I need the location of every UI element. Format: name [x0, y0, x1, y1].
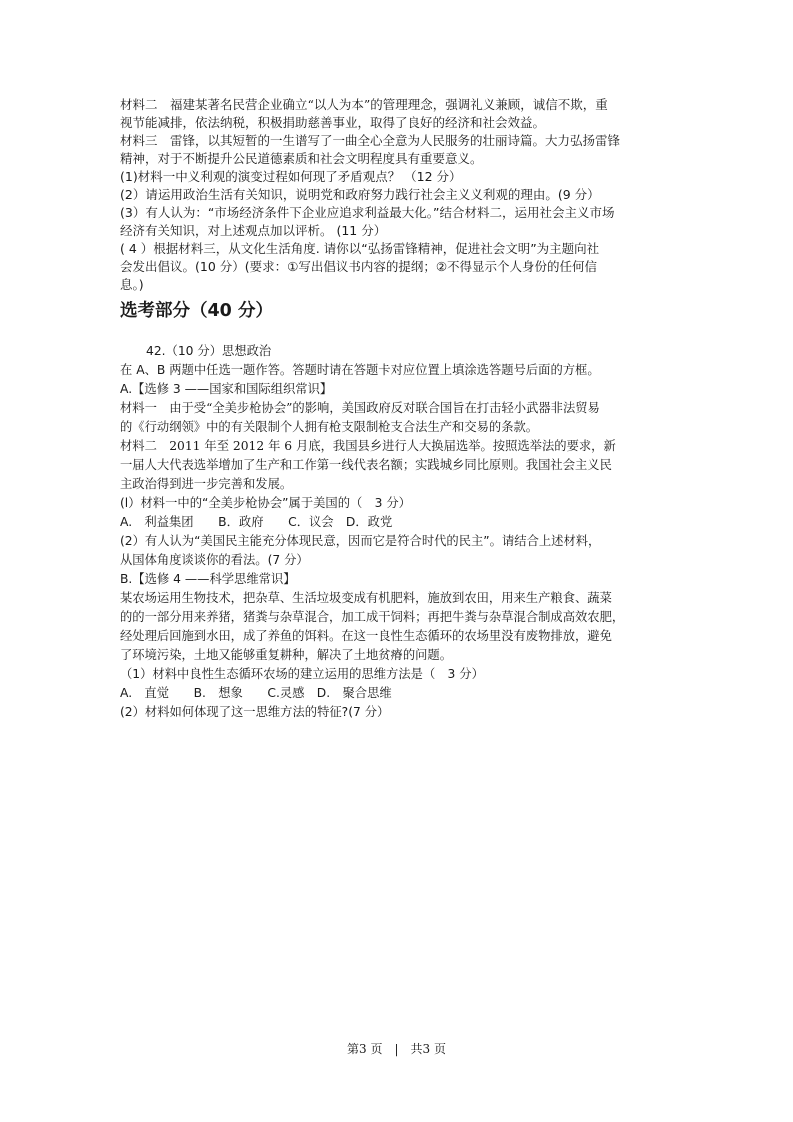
option-b-question-1-choices: A. 直觉 B. 想象 C.灵感 D. 聚合思维	[120, 686, 392, 700]
material-two-line1: 材料二 福建某著名民营企业确立“以人为本”的管理理念，强调礼义兼顾，诚信不欺，重	[120, 97, 608, 112]
option-b-title: B.【选修 4 ——科学思维常识】	[120, 572, 296, 586]
section-title: 选考部分（40 分）	[120, 301, 273, 321]
option-a-title: A.【选修 3 ——国家和国际组织常识】	[120, 382, 333, 396]
q42-instruction: 在 A、B 两题中任选一题作答。答题时请在答题卡对应位置上填涂选答题号后面的方框。	[120, 363, 600, 377]
question-3-line1: (3）有人认为：“市场经济条件下企业应追求利益最大化。”结合材料二，运用社会主义市场	[120, 205, 615, 220]
option-b-material-line4: 了环境污染，土地又能够重复耕种，解决了土地贫瘠的问题。	[120, 648, 453, 662]
option-b-question-2: (2）材料如何体现了这一思维方法的特征?(7 分）	[120, 705, 390, 719]
question-3-line2: 经济有关知识，对上述观点加以评析。 (11 分）	[120, 223, 387, 238]
page-footer: 第3 页 | 共3 页	[347, 1042, 446, 1056]
option-a-question-1-choices: A. 利益集团 B．政府 C．议会 D．政党	[120, 515, 393, 529]
question-2: (2）请运用政治生活有关知识，说明党和政府努力践行社会主义义利观的理由。(9 分）	[120, 187, 600, 202]
option-a-material-two-line3: 主政治得到进一步完善和发展。	[120, 477, 293, 491]
option-b-question-1: （1）材料中良性生态循环农场的建立运用的思维方法是（ 3 分）	[120, 667, 484, 681]
option-b-material-line1: 某农场运用生物技术，把杂草、生活垃圾变成有机肥料，施放到农田，用来生产粮食、蔬菜	[120, 591, 612, 605]
option-a-material-one-line2: 的《行动纲领》中的有关限制个人拥有枪支限制枪支合法生产和交易的条款。	[120, 420, 539, 434]
option-a-material-two-line2: 一届人大代表选举增加了生产和工作第一线代表名额；实践城乡同比原则。我国社会主义民	[120, 458, 612, 472]
material-three-line1: 材料三 雷锋，以其短暂的一生谱写了一曲全心全意为人民服务的壮丽诗篇。大力弘扬雷锋	[120, 133, 621, 148]
option-a-question-2-line2: 从国体角度谈谈你的看法。(7 分）	[120, 553, 309, 567]
option-a-material-two-line1: 材料二 2011 年至 2012 年 6 月底，我国县乡进行人大换届选举。按照选举法的要求，新	[120, 439, 616, 453]
question-4-line1: ( 4 ）根据材料三，从文化生活角度. 请你以“弘扬雷锋精神，促进社会文明”为主题向社	[120, 241, 600, 256]
material-three-line2: 精神，对于不断提升公民道德素质和社会文明程度具有重要意义。	[120, 151, 483, 166]
option-b-material-line3: 经处理后回施到水田，成了养鱼的饵料。在这一良性生态循环的农场里没有废物排放，避免	[120, 629, 612, 643]
option-a-question-1: (l）材料一中的“全美步枪协会”属于美国的（ 3 分）	[120, 496, 411, 510]
material-two-line2: 视节能减排，依法纳税，积极捐助慈善事业，取得了良好的经济和社会效益。	[120, 115, 546, 130]
option-a-material-one-line1: 材料一 由于受“全美步枪协会”的影响，美国政府反对联合国旨在打击轻小武器非法贸易	[120, 401, 600, 415]
q42-title: 42.（10 分）思想政治	[146, 344, 272, 358]
question-4-line2: 会发出倡议。(10 分）(要求：①写出倡议书内容的提纲；②不得显示个人身份的任何信	[120, 259, 598, 274]
option-a-question-2-line1: (2）有人认为“美国民主能充分体现民意，因而它是符合时代的民主”。请结合上述材料，	[120, 534, 601, 548]
question-1: (1)材料一中义利观的演变过程如何现了矛盾观点？ （12 分）	[120, 169, 462, 184]
option-b-material-line2: 的的一部分用来养猪，猪粪与杂草混合，加工成干饲料；再把牛粪与杂草混合制成高效农肥，	[120, 610, 625, 624]
question-4-line3: 息。)	[120, 277, 144, 292]
